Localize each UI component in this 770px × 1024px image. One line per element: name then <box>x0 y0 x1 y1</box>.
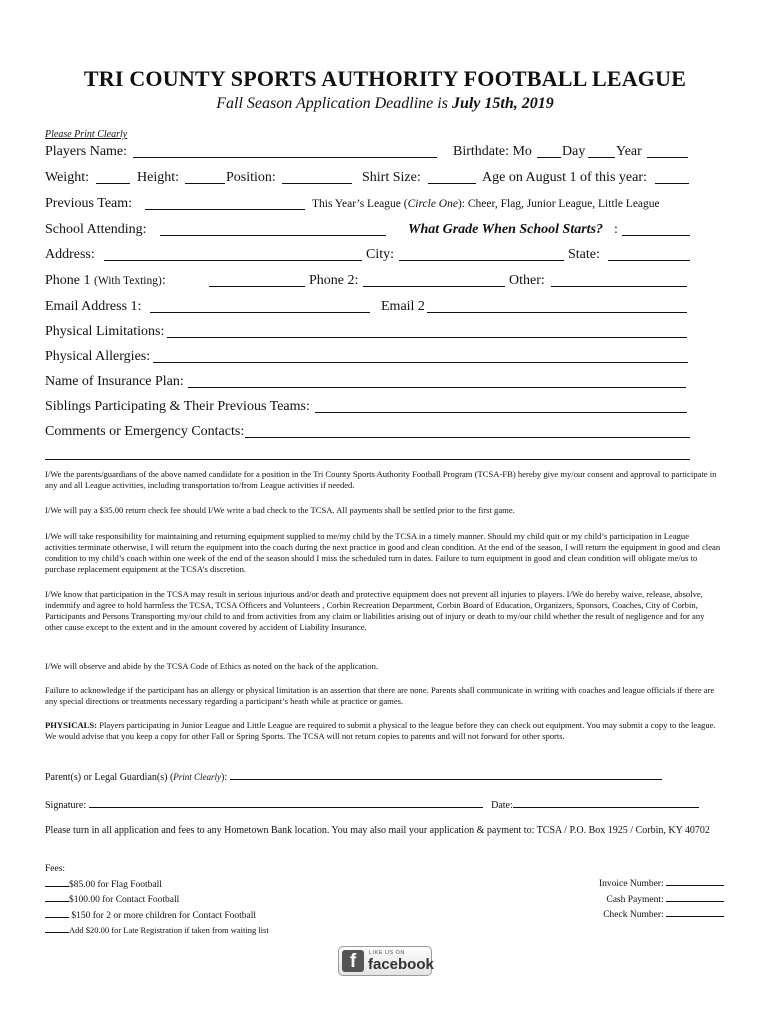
print-clearly-note: Please Print Clearly <box>45 129 128 140</box>
form-title: TRI COUNTY SPORTS AUTHORITY FOOTBALL LEAGUE <box>83 66 687 91</box>
position-label: Position: <box>226 170 276 185</box>
email1-field[interactable] <box>150 299 370 313</box>
fee-late <box>45 923 269 938</box>
signature-label: Signature: <box>45 800 87 811</box>
previous-team-field[interactable] <box>145 196 305 210</box>
birth-month-field[interactable] <box>537 144 561 158</box>
code-of-ethics-paragraph: I/We will observe and abide by the TCSA Code of Ethics as noted on the back of the application. <box>45 661 379 671</box>
shirt-size-label: Shirt Size: <box>362 170 421 185</box>
insurance-field[interactable] <box>188 374 686 388</box>
row-previous-team <box>45 196 695 214</box>
row-weight <box>45 170 695 188</box>
fee-flag-text: $85.00 for Flag Football <box>69 879 162 890</box>
city-label: City: <box>366 247 395 262</box>
year-label: Year <box>616 144 642 159</box>
players-name-field[interactable] <box>133 144 437 158</box>
facebook-like-badge[interactable] <box>338 946 432 976</box>
circle-one-text: Circle One <box>407 198 458 210</box>
fee-contact-text: $100.00 for Contact Football <box>69 895 180 905</box>
row-physical-limitations <box>45 324 695 342</box>
fees-label: Fees: <box>45 864 66 874</box>
birth-year-field[interactable] <box>647 144 688 158</box>
age-field[interactable] <box>655 170 689 184</box>
physicals-label: PHYSICALS: <box>45 720 98 730</box>
cash-label: Cash Payment: <box>606 894 664 905</box>
siblings-label: Siblings Participating & Their Previous Teams: <box>45 399 310 414</box>
fee-late-text: Add $20.00 for Late Registration if taken from waiting list <box>69 925 269 935</box>
phone2-label: Phone 2: <box>309 273 359 288</box>
invoice-row <box>599 876 724 892</box>
grade-label: What Grade When School Starts? <box>408 222 604 237</box>
state-label: State: <box>568 247 600 262</box>
signature-field[interactable] <box>89 797 483 808</box>
league-choice-text <box>312 198 660 210</box>
insurance-label: Name of Insurance Plan: <box>45 374 184 389</box>
check-label: Check Number: <box>603 910 664 920</box>
height-label: Height: <box>137 170 179 185</box>
phone2-field[interactable] <box>363 273 505 287</box>
league-options[interactable]: ): Cheer, Flag, Junior League, Little League <box>457 198 660 210</box>
row-school <box>45 222 695 240</box>
row-players-name <box>45 144 695 162</box>
date-label: Date: <box>491 800 513 811</box>
email2-field[interactable] <box>427 299 687 313</box>
phone1-colon: : <box>161 273 166 288</box>
row-comments <box>45 424 695 442</box>
comments-field-line-2[interactable] <box>45 446 690 460</box>
fees-section <box>45 863 269 938</box>
phone1-text: Phone 1 <box>45 273 94 288</box>
league-prefix: This Year’s League ( <box>312 198 408 210</box>
grade-field[interactable] <box>622 222 690 236</box>
deadline-date: July 15th, 2019 <box>451 95 554 112</box>
row-siblings <box>45 399 695 417</box>
grade-colon: : <box>614 222 618 237</box>
waiver-paragraph: I/We know that participation in the TCSA may result in serious injurious and/or death and protective equipment does not prevent all injuries to players. I/We do hereby waive, release, absolve, indemnify and agree to hold harmless the TCSA, TCSA Officers and Volunteers , Corbin Recreation Department, Corbin Board of Education, Organizers, Sponsors, Coaches, City of Corbin, Participants and Persons Transporting my/our child to and from activities from any claim or liabilities arising out of injury or death to my/our child whether the result of negligence and for any other cause except to the extent and in the amount covered by accident of Liability Insurance. <box>45 589 705 632</box>
day-label: Day <box>562 144 586 159</box>
like-us-on-text: LIKE US ON <box>369 950 405 956</box>
with-texting-text: (With Texting) <box>94 275 162 287</box>
cash-row <box>599 892 724 908</box>
row-phone <box>45 273 695 291</box>
invoice-field[interactable] <box>666 876 724 886</box>
signature-row <box>45 797 699 811</box>
check-field[interactable] <box>666 907 724 917</box>
consent-paragraph: I/We the parents/guardians of the above named candidate for a position in the Tri County Sports Authority Football Program (TCSA-FB) hereby give my/our consent and approval to participate in any and all League activities, including transportation to/from League activities if needed. <box>45 469 717 490</box>
row-address <box>45 247 695 265</box>
row-physical-allergies <box>45 349 695 367</box>
date-field[interactable] <box>513 797 699 808</box>
check-row <box>599 907 724 923</box>
fee-multi-check[interactable] <box>45 908 69 918</box>
turn-in-instructions: Please turn in all application and fees to any Hometown Bank location. You may also mail your application & payment to: TCSA / P.O. Box 1925 / Corbin, KY 40702 <box>45 825 710 836</box>
weight-field[interactable] <box>96 170 130 184</box>
fee-late-check[interactable] <box>45 923 69 933</box>
shirt-size-field[interactable] <box>428 170 476 184</box>
school-label: School Attending: <box>45 222 147 237</box>
position-field[interactable] <box>282 170 352 184</box>
facebook-icon: f <box>342 950 364 972</box>
comments-label: Comments or Emergency Contacts: <box>45 424 245 439</box>
physical-limitations-field[interactable] <box>167 324 687 338</box>
school-field[interactable] <box>160 222 386 236</box>
fee-flag-check[interactable] <box>45 877 69 887</box>
office-use-section <box>599 876 724 923</box>
previous-team-label: Previous Team: <box>45 196 133 211</box>
physicals-paragraph <box>45 720 721 742</box>
other-phone-field[interactable] <box>551 273 687 287</box>
comments-field[interactable] <box>245 424 690 438</box>
siblings-field[interactable] <box>315 399 687 413</box>
birth-day-field[interactable] <box>588 144 615 158</box>
cash-field[interactable] <box>666 892 724 902</box>
weight-label: Weight: <box>45 170 89 185</box>
address-label: Address: <box>45 247 95 262</box>
allergy-paragraph: Failure to acknowledge if the participant has an allergy or physical limitation is an assertion that there are none. Parents shall communicate in writing with coaches and league officials if there are any special directions or treatments necessary regarding a participant’s heath while at practice or games. <box>45 685 715 706</box>
facebook-wordmark: facebook <box>368 956 434 973</box>
fee-flag <box>45 877 269 893</box>
other-label: Other: <box>509 273 545 288</box>
physical-limitations-label: Physical Limitations: <box>45 324 165 339</box>
phone1-label <box>45 273 166 289</box>
row-email <box>45 299 695 317</box>
height-field[interactable] <box>185 170 225 184</box>
state-field[interactable] <box>608 247 690 261</box>
age-label: Age on August 1 of this year: <box>482 170 647 185</box>
equipment-paragraph: I/We will take responsibility for maintaining and returning equipment supplied to me/my child by the TCSA in a timely manner. Should my child quit or my child’s participation in League activities terminate otherwise, I will return the equipment into the coach during the next practice in good and clean condition. At the end of the season, I will return the equipment in good and clean condition to my child’s coach within one week of the end of the season should I miss the scheduled turn in dates. Failure to turn equipment in good and clean condition will obligate me/us to purchase replacement equipment at the TCSA’s discretion. <box>45 531 721 574</box>
row-insurance <box>45 374 695 392</box>
guardian-row <box>45 769 662 783</box>
guardian-label: Parent(s) or Legal Guardian(s) ( <box>45 772 174 783</box>
fee-contact-check[interactable] <box>45 892 69 902</box>
physical-allergies-label: Physical Allergies: <box>45 349 151 364</box>
email2-label: Email 2 <box>381 299 425 314</box>
email1-label: Email Address 1: <box>45 299 142 314</box>
deadline-text: Fall Season Application Deadline is <box>216 95 452 112</box>
row-comments-extra <box>45 446 695 464</box>
guardian-suffix: ): <box>221 772 228 783</box>
fee-multi <box>45 908 269 924</box>
print-clearly-text: Print Clearly <box>173 772 222 782</box>
physicals-text: Players participating in Junior League and Little League are required to submit a physical to the league before they can check out equipment. You may submit a copy to the league. We would advise that you keep a copy for other Fall or Spring Sports. The TCSA will not return copies to parents and will not forward for other sports. <box>45 720 716 741</box>
guardian-field[interactable] <box>230 769 662 780</box>
city-field[interactable] <box>399 247 564 261</box>
fee-contact <box>45 892 269 908</box>
invoice-label: Invoice Number: <box>598 879 664 889</box>
form-subtitle <box>0 95 770 113</box>
return-check-paragraph: I/We will pay a $35.00 return check fee should I/We write a bad check to the TCSA. All payments shall be settled prior to the first game. <box>45 505 515 515</box>
phone1-field[interactable] <box>209 273 305 287</box>
physical-allergies-field[interactable] <box>153 349 688 363</box>
birthdate-label: Birthdate: Mo <box>453 144 532 159</box>
players-name-label: Players Name: <box>45 144 128 159</box>
address-field[interactable] <box>104 247 362 261</box>
fee-multi-text: $150 for 2 or more children for Contact Football <box>69 910 257 921</box>
